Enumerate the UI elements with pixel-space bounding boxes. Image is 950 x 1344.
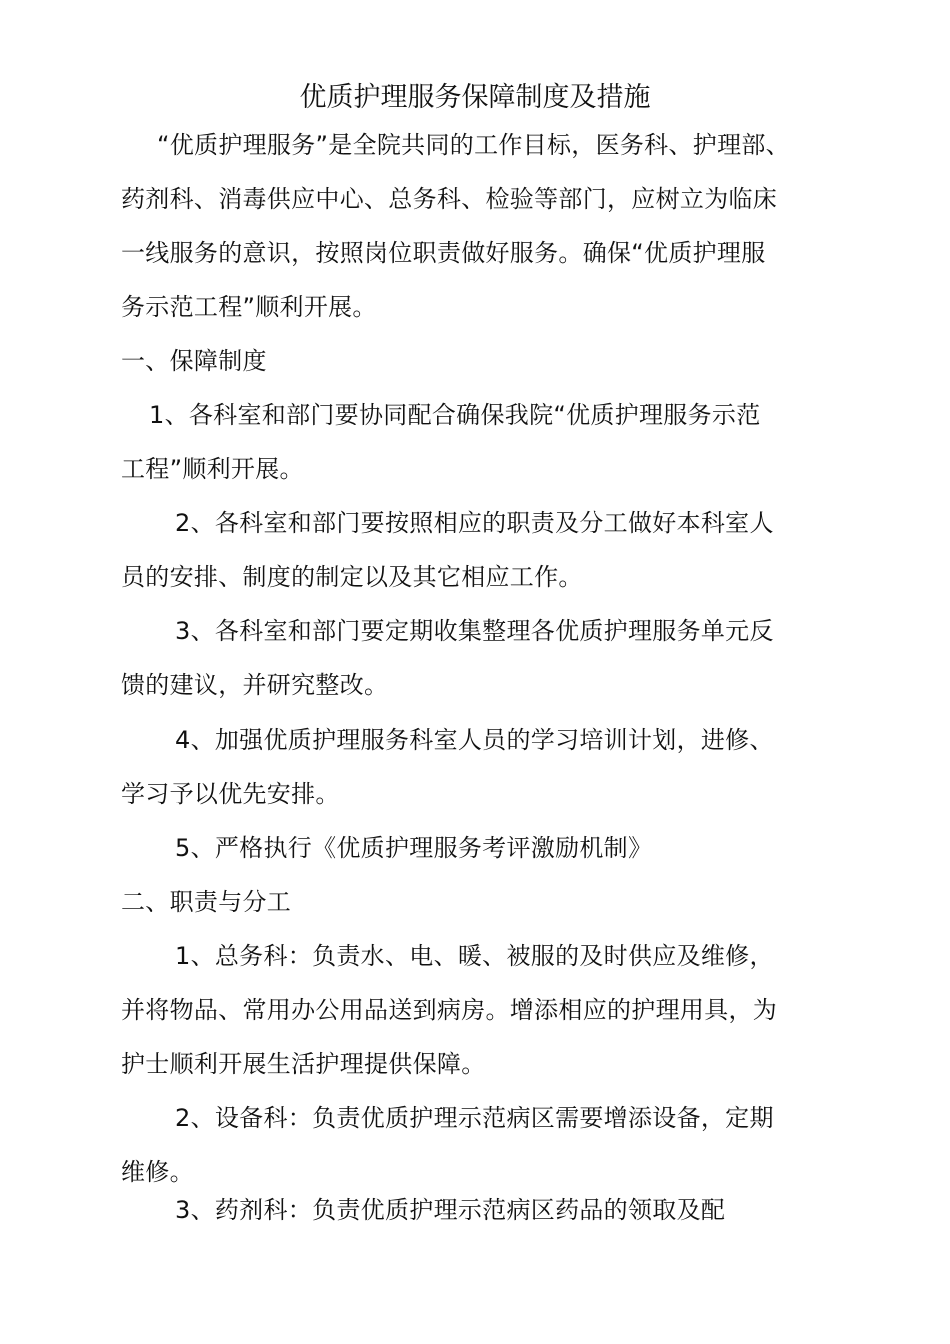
document-title: 优质护理服务保障制度及措施 (299, 82, 651, 113)
section1-item1-line2: 工程”顺利开展。 (121, 455, 304, 483)
section2-item2-line2: 维修。 (121, 1158, 194, 1186)
intro-line-4: 务示范工程”顺利开展。 (121, 293, 377, 321)
section2-item1-line2: 并将物品、常用办公用品送到病房。增添相应的护理用具，为 (121, 996, 778, 1024)
section2-heading: 二、职责与分工 (121, 888, 292, 916)
section1-item5-line1: 5、严格执行《优质护理服务考评激励机制》 (175, 834, 653, 862)
section2-item2-line1: 2、设备科：负责优质护理示范病区需要增添设备，定期 (175, 1104, 774, 1132)
section1-item3-line1: 3、各科室和部门要定期收集整理各优质护理服务单元反 (175, 617, 774, 645)
section1-item3-line2: 馈的建议，并研究整改。 (121, 671, 389, 699)
section2-item1-line3: 护士顺利开展生活护理提供保障。 (121, 1050, 486, 1078)
section2-item3-line1: 3、药剂科：负责优质护理示范病区药品的领取及配 (175, 1196, 726, 1224)
section1-item2-line2: 员的安排、制度的制定以及其它相应工作。 (121, 563, 583, 591)
intro-line-3: 一线服务的意识，按照岗位职责做好服务。确保“优质护理服 (121, 239, 766, 267)
section1-heading: 一、保障制度 (121, 347, 267, 375)
section2-item1-line1: 1、总务科：负责水、电、暖、被服的及时供应及维修， (175, 942, 774, 970)
intro-line-2: 药剂科、消毒供应中心、总务科、检验等部门，应树立为临床 (121, 185, 778, 213)
section1-item4-line2: 学习予以优先安排。 (121, 780, 340, 808)
section1-item1-line1: 1、各科室和部门要协同配合确保我院“优质护理服务示范 (149, 401, 761, 429)
intro-line-1: “优质护理服务”是全院共同的工作目标，医务科、护理部、 (157, 131, 790, 159)
section1-item4-line1: 4、加强优质护理服务科室人员的学习培训计划，进修、 (175, 726, 774, 754)
section1-item2-line1: 2、各科室和部门要按照相应的职责及分工做好本科室人 (175, 509, 774, 537)
